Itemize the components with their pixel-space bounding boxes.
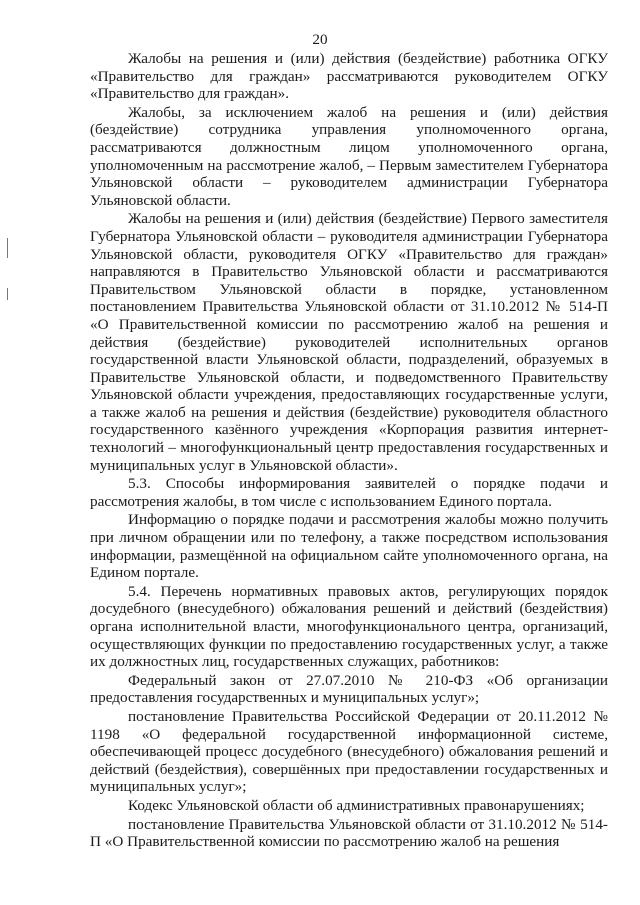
paragraph-section-5-4: 5.4. Перечень нормативных правовых актов, регулирующих порядок досудебного (внесудебного) обжалования решений и действий (бездействия) органа исполнительной власти, многофункционального центра, организаций, осуществляющих функции по предоставлению государственных услуг, а также их должностных лиц, государственных служащих, работников: <box>90 582 608 671</box>
list-item-rf-resolution: постановление Правительства Российской Федерации от 20.11.2012 № 1198 «О федеральной государственной информационной системе, обеспечивающей процесс досудебного (внесудебного) обжалования решений и действий (бездействия), совершённых при предоставлении государственных и муниципальных услуг»; <box>90 707 608 796</box>
list-item-federal-law: Федеральный закон от 27.07.2010 № 210-ФЗ «Об организации предоставления государственных и муниципальных услуг»; <box>90 671 608 707</box>
page-number: 20 <box>312 31 328 48</box>
scan-edge-mark <box>7 238 8 258</box>
paragraph-section-5-3: 5.3. Способы информирования заявителей о порядке подачи и рассмотрения жалобы, в том числе с использованием Единого портала. <box>90 475 608 510</box>
paragraph-information-methods: Информацию о порядке подачи и рассмотрения жалобы можно получить при личном обращении или по телефону, а также посредством использования информации, размещённой на официальном сайте уполномоченного органа, на Едином портале. <box>90 511 608 582</box>
paragraph-complaints-official: Жалобы, за исключением жалоб на решения и (или) действия (бездействие) сотрудника управления уполномоченного органа, рассматриваются должностным лицом уполномоченного органа, уполномоченным на рассмотрение жалоб, – Первым заместителем Губернатора Ульяновской области – руководителем администрации Губернатора Ульяновской области. <box>90 103 608 209</box>
paragraph-complaints-government: Жалобы на решения и (или) действия (бездействие) Первого заместителя Губернатора Ульяновской области – руководителя администрации Губернатора Ульяновской области, руководителя ОГКУ «Правительство для граждан» направляются в Правительство Ульяновской области и рассматриваются Правительством Ульяновской области в порядке, установленном постановлением Правительства Ульяновской области от 31.10.2012 № 514-П «О Правительственной комиссии по рассмотрению жалоб на решения и действия (бездействие) руководителей исполнительных органов государственной власти Ульяновской области, подразделений, образуемых в Правительстве Ульяновской области, и подведомственного Правительству Ульяновской области учреждения, предоставляющих государственные услуги, а также жалоб на решения и действия (бездействие) руководителя областного государственного казённого учреждения «Корпорация развития интернет-технологий – многофункциональный центр предоставления государственных и муниципальных услуг в Ульяновской области». <box>90 210 608 474</box>
scan-edge-mark <box>7 288 8 300</box>
list-item-administrative-code: Кодекс Ульяновской области об административных правонарушениях; <box>128 796 585 814</box>
paragraph-complaints-employee: Жалобы на решения и (или) действия (бездействие) работника ОГКУ «Правительство для граждан» рассматриваются руководителем ОГКУ «Правительство для граждан». <box>90 50 608 103</box>
document-body <box>90 50 608 852</box>
list-item-regional-resolution: постановление Правительства Ульяновской области от 31.10.2012 № 514-П «О Правительственной комиссии по рассмотрению жалоб на решения <box>90 815 608 851</box>
